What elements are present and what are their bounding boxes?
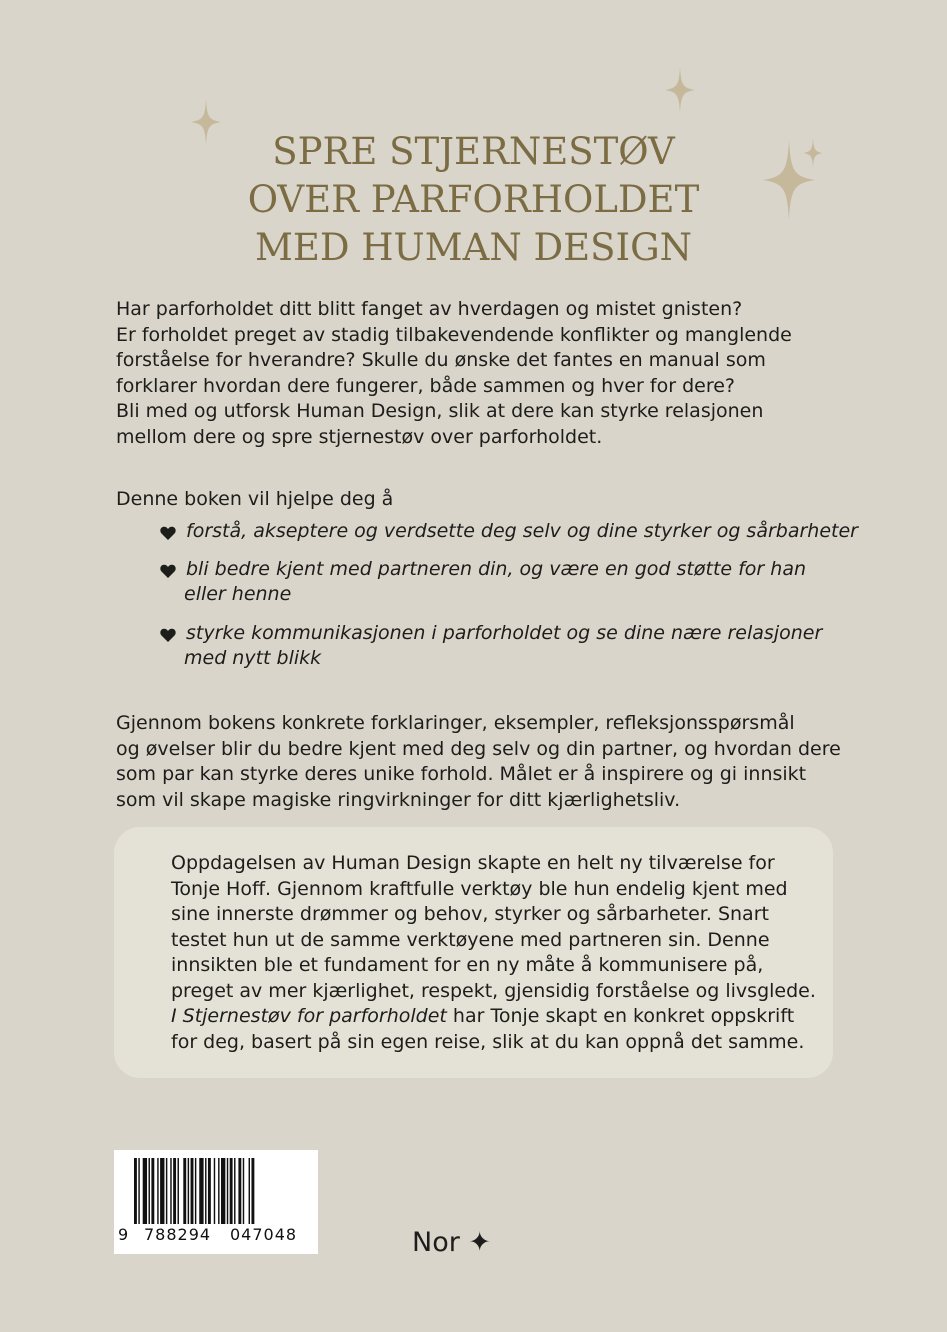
intro-paragraph	[116, 297, 816, 450]
barcode-bar	[227, 1158, 228, 1224]
barcode-bar	[170, 1158, 171, 1224]
barcode-bar	[157, 1158, 158, 1224]
barcode-bar	[149, 1158, 150, 1224]
text-line: mellom dere og spre stjernestøv over parforholdet.	[116, 425, 603, 448]
barcode-bar	[183, 1158, 186, 1224]
barcode-bar	[243, 1158, 244, 1224]
barcode-bar	[166, 1158, 167, 1224]
text-line: for deg, basert på sin egen reise, slik at du kan oppnå det samme.	[171, 1030, 805, 1053]
text-line: med nytt blikk	[184, 647, 322, 669]
text-line: bli bedre kjent med partneren din, og være en god støtte for han	[186, 558, 807, 580]
text-line: Oppdagelsen av Human Design skapte en helt ny tilværelse for	[171, 852, 775, 874]
text-line: Gjennom bokens konkrete forklaringer, eksempler, refleksjonsspørsmål	[116, 712, 795, 734]
text-line: som par kan styrke deres unike forhold. Målet er å inspirere og gi innsikt	[116, 763, 807, 785]
text-line: sine innerste drømmer og behov, styrker og sårbarheter. Snart	[171, 903, 769, 925]
barcode-bar	[234, 1158, 235, 1224]
barcode-bar	[173, 1158, 176, 1224]
text-line: som vil skape magiske ringvirkninger for ditt kjærlighetsliv.	[116, 788, 681, 811]
barcode-bar	[251, 1158, 254, 1224]
heart-icon	[160, 564, 176, 578]
barcode-bar	[143, 1158, 147, 1224]
barcode-bar	[230, 1158, 233, 1224]
barcode-bar	[191, 1158, 194, 1224]
text-line: styrke kommunikasjonen i parforholdet og se dine nære relasjoner	[186, 622, 823, 644]
text-fragment: har Tonje skapt en konkret oppskrift	[446, 1005, 795, 1027]
barcode-bar	[188, 1158, 189, 1224]
bullet-item	[186, 621, 822, 671]
text-line: Er forholdet preget av stadig tilbakevendende konflikter og manglende	[116, 323, 792, 346]
text-line: Bli med og utforsk Human Design, slik at dere kan styrke relasjonen	[116, 400, 764, 422]
barcode	[114, 1150, 318, 1254]
bullet-lead: Denne boken vil hjelpe deg å	[116, 488, 394, 510]
heart-icon	[160, 628, 176, 642]
title-line: MED HUMAN DESIGN	[254, 226, 693, 269]
isbn-group: 788294	[144, 1225, 212, 1244]
bullet-item	[186, 557, 806, 607]
barcode-bar	[178, 1158, 179, 1224]
isbn-group: 047048	[230, 1225, 298, 1244]
barcode-bar	[199, 1158, 203, 1224]
author-bio	[171, 851, 816, 1055]
text-line: Tonje Hoff. Gjennom kraftfulle verktøy ble hun endelig kjent med	[171, 877, 788, 900]
barcode-bar	[214, 1158, 215, 1224]
text-line: eller henne	[184, 583, 292, 605]
title-line: OVER PARFORHOLDET	[247, 178, 700, 221]
text-line: testet hun ut de samme verktøyene med partneren sin. Denne	[171, 928, 770, 951]
text-line: forståelse for hverandre? Skulle du ønske det fantes en manual som	[116, 349, 766, 371]
barcode-bar	[238, 1158, 241, 1224]
book-title	[0, 128, 947, 272]
barcode-bar	[195, 1158, 196, 1224]
barcode-bar	[205, 1158, 206, 1224]
barcode-bar	[160, 1158, 164, 1224]
sparkle-icon	[665, 67, 695, 113]
barcode-bar	[134, 1158, 137, 1224]
description-paragraph	[116, 711, 841, 813]
barcode-bar	[138, 1158, 139, 1224]
barcode-bar	[218, 1158, 219, 1224]
barcode-bar	[221, 1158, 225, 1224]
barcode-bar	[151, 1158, 154, 1224]
book-title-italic: I Stjernestøv for parforholdet	[171, 1005, 447, 1027]
text-line: forstå, akseptere og verdsette deg selv og dine styrker og sårbarheter	[186, 520, 858, 542]
barcode-bar	[249, 1158, 250, 1224]
bullet-item	[186, 519, 858, 544]
text-line: innsikten ble et fundament for en ny måte å kommunisere på,	[171, 954, 764, 976]
text-line: preget av mer kjærlighet, respekt, gjensidig forståelse og livsglede.	[171, 979, 816, 1002]
text-line: Har parforholdet ditt blitt fanget av hverdagen og mistet gnisten?	[116, 298, 743, 320]
publisher-logo: Nor ✦	[412, 1227, 492, 1258]
heart-icon	[160, 526, 176, 540]
title-line: SPRE STJERNESTØV	[272, 130, 675, 173]
text-line: forklarer hvordan dere fungerer, både sammen og hver for dere?	[116, 374, 735, 397]
text-line: og øvelser blir du bedre kjent med deg selv og din partner, og hvordan dere	[116, 737, 841, 760]
barcode-bar	[208, 1158, 211, 1224]
text-line	[171, 1004, 816, 1030]
isbn-digit: 9	[118, 1225, 129, 1244]
